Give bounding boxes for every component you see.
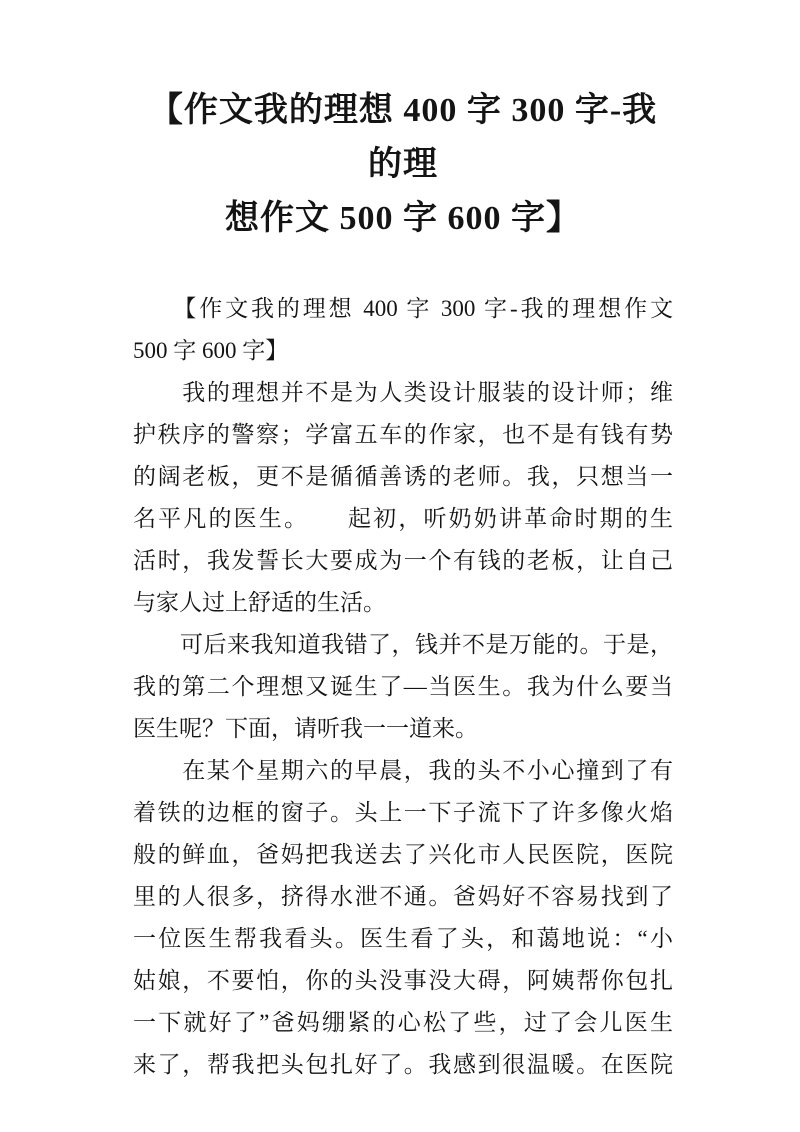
text-line: 我的第二个理想又诞生了—当医生。我为什么要当 — [133, 674, 673, 699]
text-line: 医生呢？下面，请听我一一道来。 — [133, 716, 478, 741]
text-line: 一位医生帮我看头。医生看了头，和蔼地说：“小 — [133, 926, 673, 951]
paragraph — [133, 372, 673, 624]
text-line: 般的鲜血，爸妈把我送去了兴化市人民医院，医院 — [133, 842, 673, 867]
text-line: 【作文我的理想 400 字 300 字-我的理想作文 — [133, 296, 673, 321]
title-line: 想作文 500 字 600 字】 — [225, 200, 581, 237]
text-line: 500 字 600 字】 — [133, 338, 289, 363]
text-line: 名平凡的医生。 起初，听奶奶讲革命时期的生 — [133, 506, 673, 531]
document-title — [133, 84, 673, 246]
document-body — [133, 288, 673, 1086]
text-line: 着铁的边框的窗子。头上一下子流下了许多像火焰 — [133, 800, 673, 825]
text-line: 护秩序的警察；学富五车的作家，也不是有钱有势 — [133, 422, 673, 447]
text-line: 的阔老板，更不是循循善诱的老师。我，只想当一 — [133, 464, 673, 489]
text-line: 里的人很多，挤得水泄不通。爸妈好不容易找到了 — [133, 884, 673, 909]
text-line: 可后来我知道我错了，钱并不是万能的。于是， — [133, 632, 673, 657]
paragraph — [133, 288, 673, 372]
text-line: 来了，帮我把头包扎好了。我感到很温暖。在医院 — [133, 1052, 673, 1077]
paragraph — [133, 750, 673, 1086]
text-line: 与家人过上舒适的生活。 — [133, 590, 386, 615]
text-line: 活时，我发誓长大要成为一个有钱的老板，让自己 — [133, 548, 673, 573]
paragraph — [133, 624, 673, 750]
text-line: 在某个星期六的早晨，我的头不小心撞到了有 — [133, 758, 673, 783]
text-line: 姑娘，不要怕，你的头没事没大碍，阿姨帮你包扎 — [133, 968, 673, 993]
document-content — [133, 0, 673, 1086]
title-line: 【作文我的理想 400 字 300 字-我的理 — [148, 92, 658, 183]
text-line: 一下就好了”爸妈绷紧的心松了些，过了会儿医生 — [133, 1010, 673, 1035]
text-line: 我的理想并不是为人类设计服装的设计师；维 — [133, 380, 673, 405]
